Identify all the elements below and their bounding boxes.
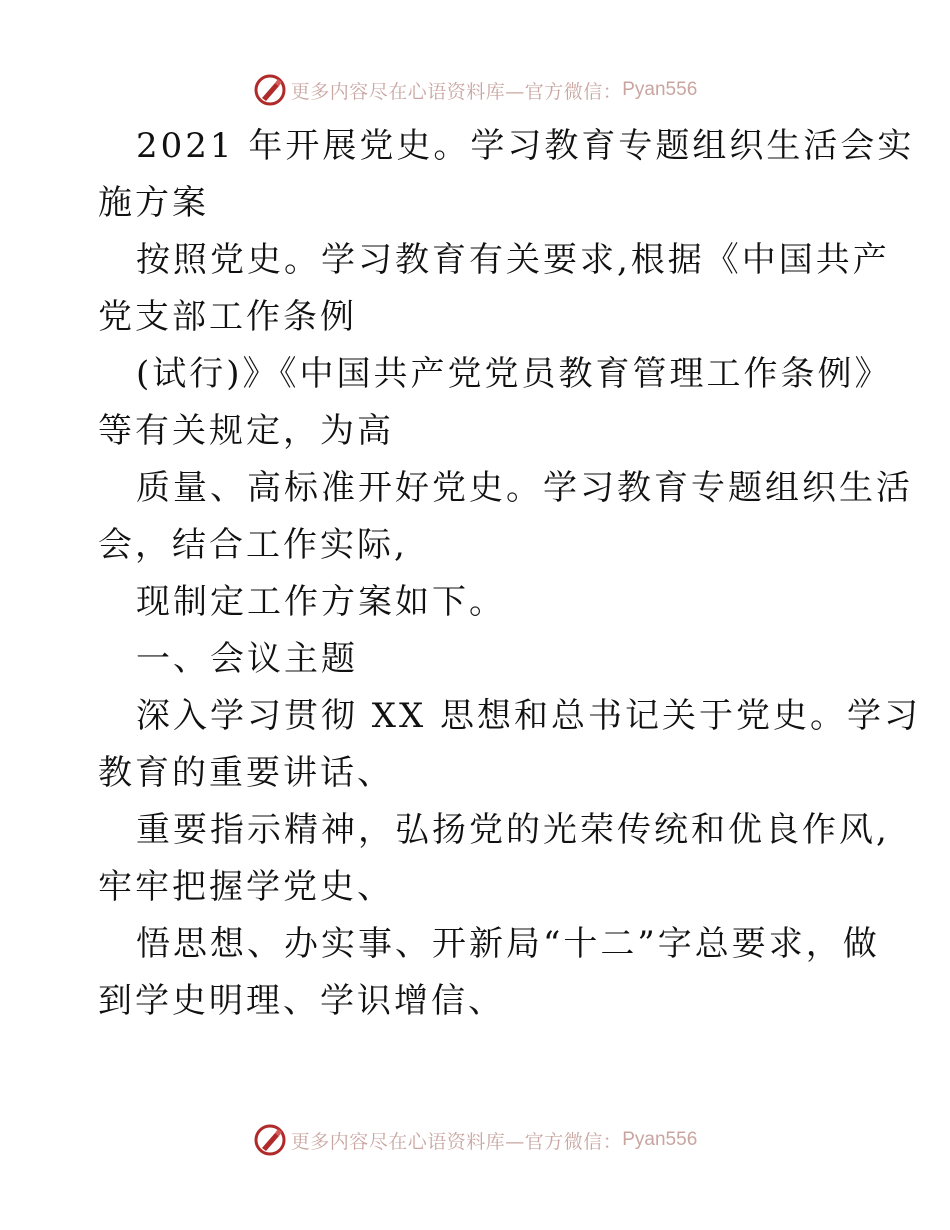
body-line: 等有关规定，为高 bbox=[98, 411, 394, 451]
body-line: 深入学习贯彻 XX 思想和总书记关于党史。学习 bbox=[136, 696, 922, 736]
section-heading: 一、会议主题 bbox=[136, 639, 358, 679]
body-line: 到学史明理、学识增信、 bbox=[98, 981, 505, 1021]
pen-logo-icon bbox=[253, 73, 287, 107]
body-line: 质量、高标准开好党史。学习教育专题组织生活 bbox=[136, 468, 913, 508]
watermark-footer bbox=[0, 1120, 950, 1160]
body-line: 2021 年开展党史。学习教育专题组织生活会实 bbox=[136, 126, 915, 166]
body-line: 重要指示精神，弘扬党的光荣传统和优良作风, bbox=[136, 810, 890, 850]
body-line: (试行)》《中国共产党党员教育管理工作条例》 bbox=[136, 354, 892, 394]
body-line: 现制定工作方案如下。 bbox=[136, 582, 506, 622]
watermark-wechat-id: Pyan556 bbox=[622, 1129, 698, 1150]
body-line: 悟思想、办实事、开新局“十二”字总要求，做 bbox=[136, 924, 880, 964]
body-line: 按照党史。学习教育有关要求,根据《中国共产 bbox=[136, 240, 890, 280]
body-line: 党支部工作条例 bbox=[98, 297, 357, 337]
watermark-header bbox=[0, 70, 950, 110]
watermark-wechat-id: Pyan556 bbox=[622, 79, 698, 100]
body-line: 会，结合工作实际, bbox=[98, 525, 408, 565]
watermark-text: 更多内容尽在心语资料库—官方微信： bbox=[290, 1130, 623, 1153]
document-body bbox=[98, 118, 922, 1030]
body-line: 教育的重要讲话、 bbox=[98, 753, 394, 793]
watermark-text: 更多内容尽在心语资料库—官方微信： bbox=[290, 80, 623, 103]
body-line: 施方案 bbox=[98, 183, 209, 223]
pen-logo-icon bbox=[253, 1123, 287, 1157]
body-line: 牢牢把握学党史、 bbox=[98, 867, 394, 907]
